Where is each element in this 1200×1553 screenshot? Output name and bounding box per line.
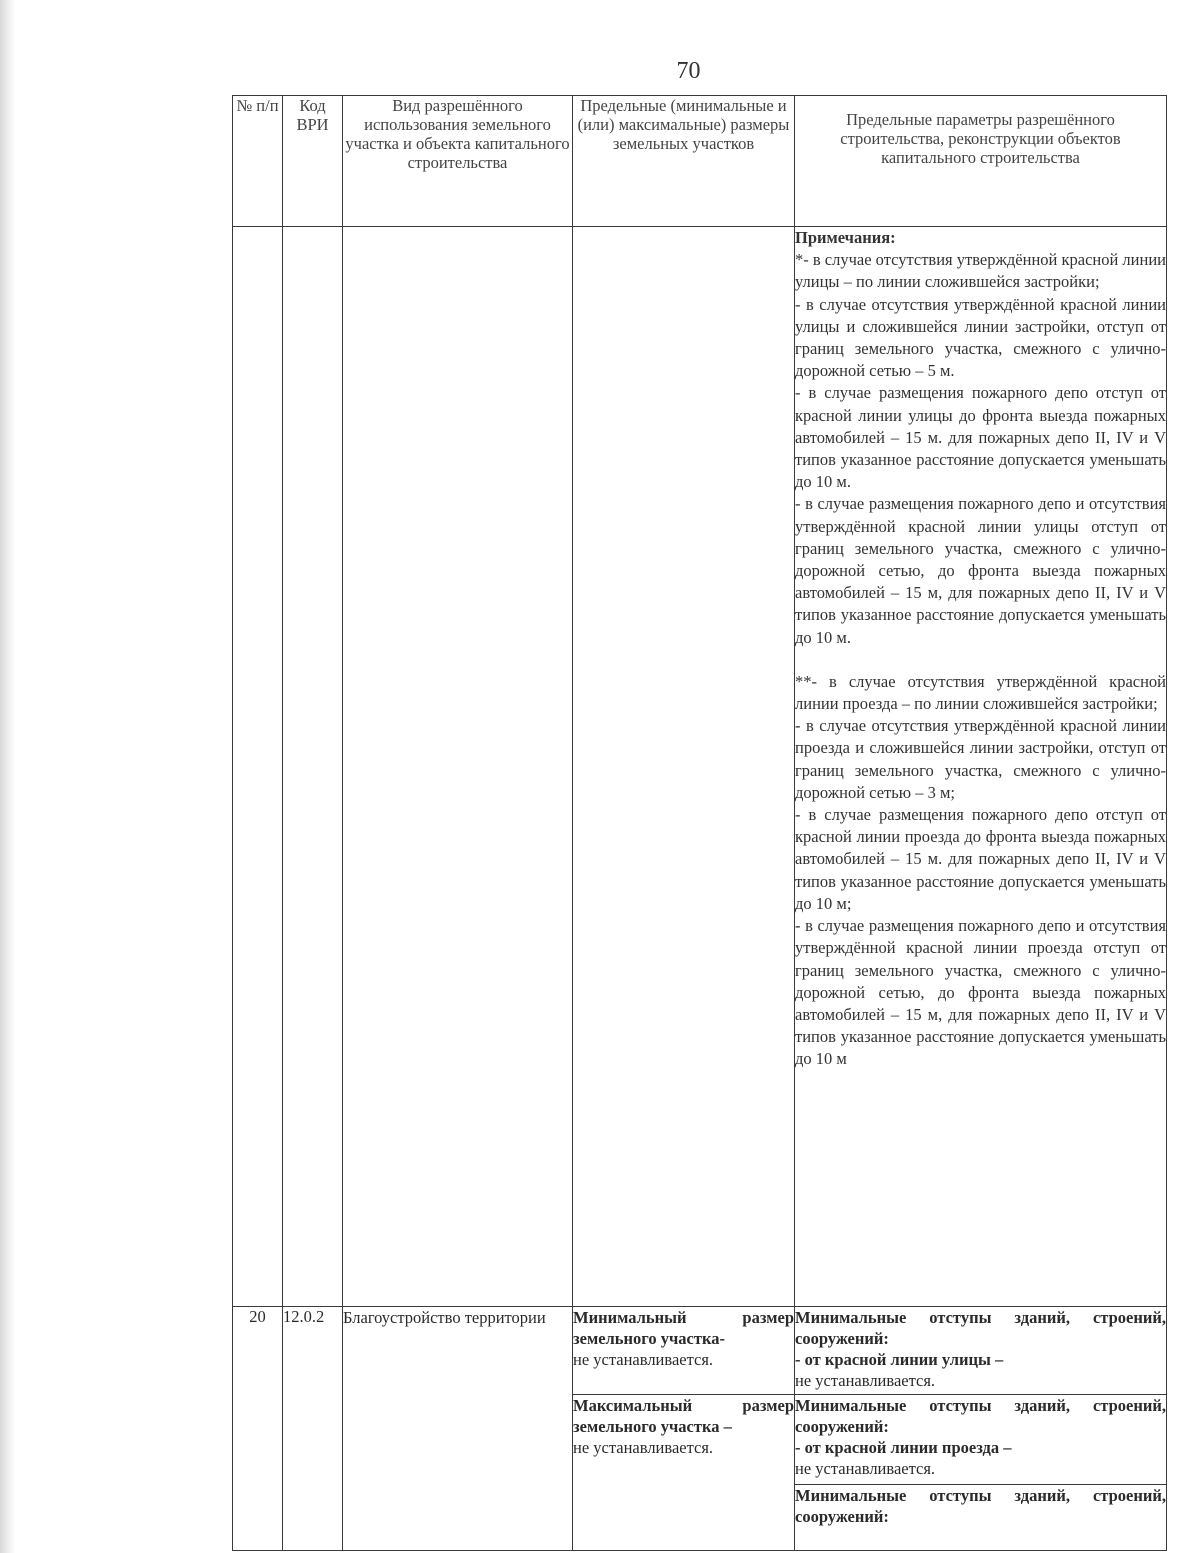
param-passage-label: Минимальные отступы зданий, строений, сооружений: (795, 1396, 1166, 1436)
table-row-20 (233, 1307, 1167, 1395)
note-street-3: - в случае размещения пожарного депо отступ от красной линии улицы до фронта выезда пожарных автомобилей – 15 м. для пожарных депо II, IV и V типов указанное расстояние допускается уменьшать до 10 м. (795, 383, 1166, 492)
scan-edge-shadow (0, 0, 16, 1553)
cell-sizes-empty (573, 227, 795, 1307)
header-kind: Вид разрешённого использования земельного участка и объекта капитального строительства (343, 96, 573, 227)
row-num: 20 (233, 1307, 283, 1551)
param-third-label: Минимальные отступы зданий, строений, сооружений: (795, 1486, 1166, 1526)
header-num: № п/п (233, 96, 283, 227)
min-size-cell (573, 1307, 795, 1395)
zoning-parameters-table (232, 95, 1167, 1551)
header-sizes: Предельные (минимальные и (или) максимальные) размеры земельных участков (573, 96, 795, 227)
cell-kind-empty (343, 227, 573, 1307)
notes-spacer (795, 649, 1166, 671)
note-street-4: - в случае размещения пожарного депо и отсутствия утверждённой красной линии улицы отступ от границ земельного участка, смежного с улично-дорожной сетью, до фронта выезда пожарных автомобилей – 15 м, для пожарных депо II, IV и V типов указанное расстояние допускается уменьшать до 10 м. (795, 494, 1166, 647)
note-street-2: - в случае отсутствия утверждённой красной линии улицы и сложившейся линии застройки, отступ от границ земельного участка, смежного с улично-дорожной сетью – 5 м. (795, 294, 1166, 381)
param-cell-passage (795, 1395, 1167, 1485)
header-code: Код ВРИ (283, 96, 343, 227)
notes-title: Примечания: (795, 228, 896, 247)
param-passage-value: не устанавливается. (795, 1459, 936, 1478)
row-code: 12.0.2 (283, 1307, 343, 1551)
note-passage-3: - в случае размещения пожарного депо отступ от красной линии проезда до фронта выезда пожарных автомобилей – 15 м. для пожарных депо II, IV и V типов указанное расстояние допускается уменьшать до 10 м; (795, 805, 1166, 913)
header-params: Предельные параметры разрешённого строительства, реконструкции объектов капитального строительства (795, 96, 1167, 227)
table-header-row (233, 96, 1167, 227)
min-size-value: не устанавливается. (573, 1350, 714, 1369)
param-street-line: - от красной линии улицы – (795, 1350, 1004, 1369)
cell-code-empty (283, 227, 343, 1307)
cell-num-empty (233, 227, 283, 1307)
param-street-value: не устанавливается. (795, 1371, 936, 1390)
note-passage-4: - в случае размещения пожарного депо и отсутствия утверждённой красной линии проезда отступ от границ земельного участка, смежного с улично-дорожной сетью, до фронта выезда пожарных автомобилей – 15 м, для пожарных депо II, IV и V типов указанное расстояние допускается уменьшать до 10 м (795, 916, 1166, 1069)
param-street-label: Минимальные отступы зданий, строений, сооружений: (795, 1308, 1166, 1348)
max-size-label: Максимальный размер земельного участка – (573, 1396, 794, 1436)
param-cell-third (795, 1485, 1167, 1551)
note-passage-1: **- в случае отсутствия утверждённой красной линии проезда – по линии сложившейся застройки; (795, 671, 1166, 714)
param-cell-street (795, 1307, 1167, 1395)
note-street-1: *- в случае отсутствия утверждённой красной линии улицы – по линии сложившейся застройки; (795, 250, 1166, 292)
max-size-value: не устанавливается. (573, 1438, 714, 1457)
row-kind: Благоустройство территории (343, 1307, 573, 1551)
page-number: 70 (676, 58, 701, 84)
max-size-cell (573, 1395, 795, 1551)
notes-cell (795, 227, 1167, 1307)
table-row-continuation (233, 227, 1167, 1307)
note-passage-2: - в случае отсутствия утверждённой красной линии проезда и сложившейся линии застройки, отступ от границ земельного участка, смежного с улично-дорожной сетью – 3 м; (795, 716, 1166, 802)
param-passage-line: - от красной линии проезда – (795, 1438, 1012, 1457)
min-size-label: Минимальный размер земельного участка- (573, 1308, 794, 1348)
